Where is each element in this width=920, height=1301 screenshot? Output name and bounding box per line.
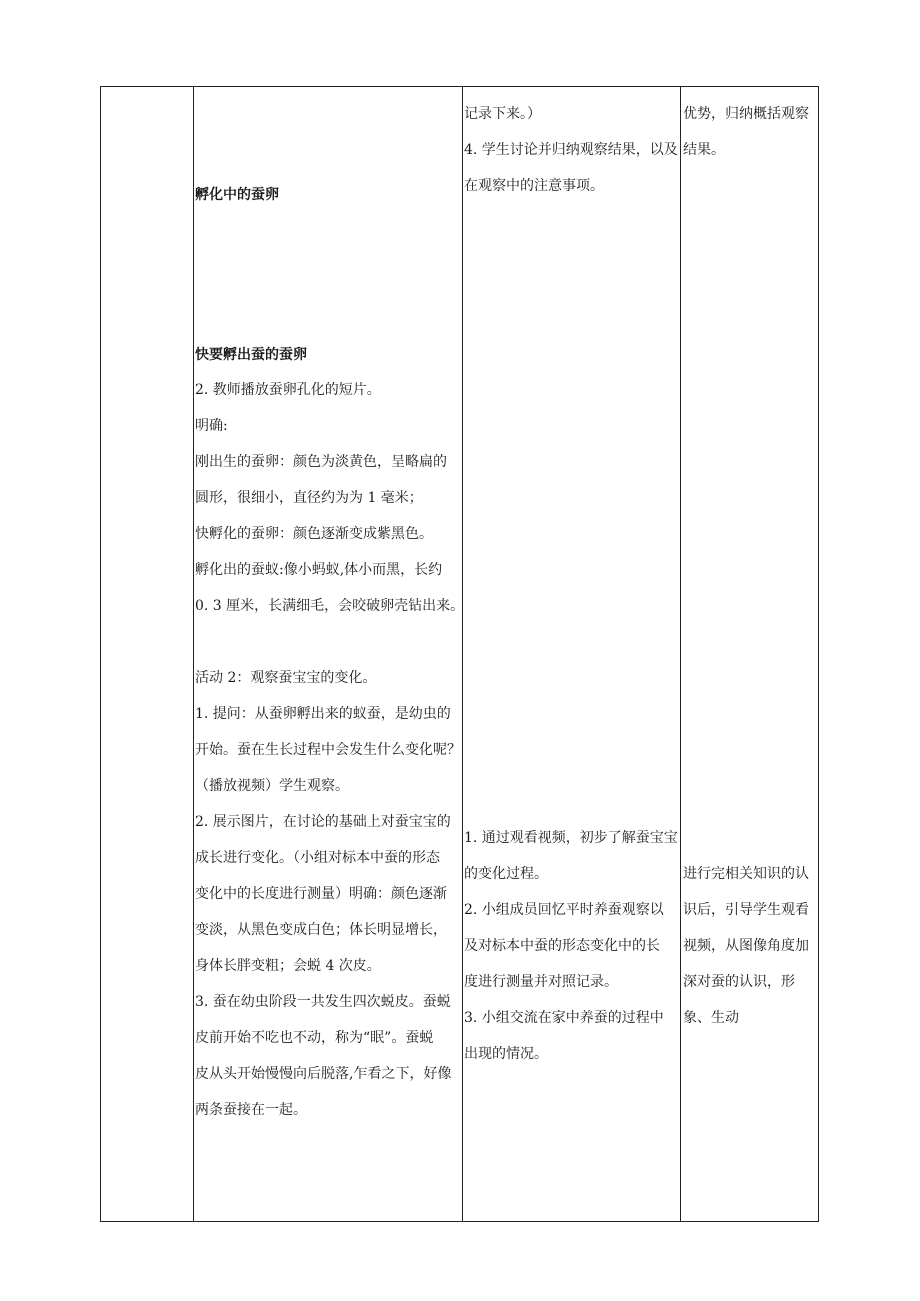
col2-line: （播放视频）学生观察。: [195, 778, 349, 794]
col2-line: 1. 提问：从蚕卵孵出来的蚁蚕，是幼虫的: [195, 706, 451, 722]
col2-line: 快孵化的蚕卵：颜色逐渐变成紫黑色。: [195, 526, 433, 542]
col2-line: 明确:: [195, 418, 228, 434]
col3-bottom-line: 2. 小组成员回忆平时养蚕观察以: [464, 902, 664, 918]
col2-line: 变淡，从黑色变成白色；体长明显增长，: [195, 922, 447, 938]
col2-line: 3. 蚕在幼虫阶段一共发生四次蜕皮。蚕蜕: [195, 994, 451, 1010]
col2-line: 开始。蚕在生长过程中会发生什么变化呢？: [195, 742, 461, 758]
col4-top-line: 结果。: [683, 142, 725, 158]
heading-about-to-hatch-eggs: 快要孵出蚕的蚕卵: [195, 347, 307, 363]
col2-line: 刚出生的蚕卵：颜色为淡黄色，呈略扁的: [195, 454, 447, 470]
col3-top-line: 在观察中的注意事项。: [464, 178, 604, 194]
col4-bottom-line: 识后，引导学生观看: [683, 902, 809, 918]
col4-bottom-line: 进行完相关知识的认: [683, 866, 809, 882]
col3-bottom-line: 出现的情况。: [464, 1046, 548, 1062]
col2-line: 两条蚕接在一起。: [195, 1102, 307, 1118]
column-divider-3: [680, 87, 681, 1221]
col2-line: 皮从头开始慢慢向后脱落,乍看之下，好像: [195, 1066, 452, 1082]
col2-line: 2. 展示图片，在讨论的基础上对蚕宝宝的: [195, 814, 451, 830]
col3-bottom-line: 3. 小组交流在家中养蚕的过程中: [464, 1010, 664, 1026]
col4-top-line: 优势，归纳概括观察: [683, 106, 809, 122]
col3-bottom-line: 度进行测量并对照记录。: [464, 974, 618, 990]
col2-line: 圆形，很细小，直径约为为 1 毫米；: [195, 490, 423, 506]
heading-hatching-eggs: 孵化中的蚕卵: [195, 187, 279, 203]
col4-bottom-line: 象、生动: [683, 1010, 739, 1026]
col2-line: 变化中的长度进行测量）明确：颜色逐渐: [195, 886, 447, 902]
col3-top-line: 记录下来。）: [464, 106, 541, 122]
col2-line: 0. 3 厘米，长满细毛，会咬破卵壳钻出来。: [195, 598, 465, 614]
col3-bottom-line: 及对标本中蚕的形态变化中的长: [464, 938, 660, 954]
column-divider-1: [193, 87, 194, 1221]
col3-top-line: 4. 学生讨论并归纳观察结果，以及: [464, 142, 678, 158]
col3-bottom-line: 1. 通过观看视频，初步了解蚕宝宝: [464, 830, 678, 846]
col2-line: 身体长胖变粗；会蜕 4 次皮。: [195, 958, 381, 974]
column-divider-2: [462, 87, 463, 1221]
col4-bottom-line: 视频，从图像角度加: [683, 938, 809, 954]
col3-bottom-line: 的变化过程。: [464, 866, 548, 882]
col2-line: 皮前开始不吃也不动，称为“眠”。蚕蜕: [195, 1030, 434, 1046]
column-1-cell: [101, 87, 193, 1221]
col2-line: 成长进行变化。（小组对标本中蚕的形态: [195, 850, 440, 866]
lesson-table: [100, 86, 819, 1222]
col2-line: 活动 2：观察蚕宝宝的变化。: [195, 670, 377, 686]
col2-line: 2. 教师播放蚕卵孔化的短片。: [195, 382, 381, 398]
col2-line: 孵化出的蚕蚁:像小蚂蚁,体小而黑，长约: [195, 562, 443, 578]
col4-bottom-line: 深对蚕的认识，形: [683, 974, 795, 990]
